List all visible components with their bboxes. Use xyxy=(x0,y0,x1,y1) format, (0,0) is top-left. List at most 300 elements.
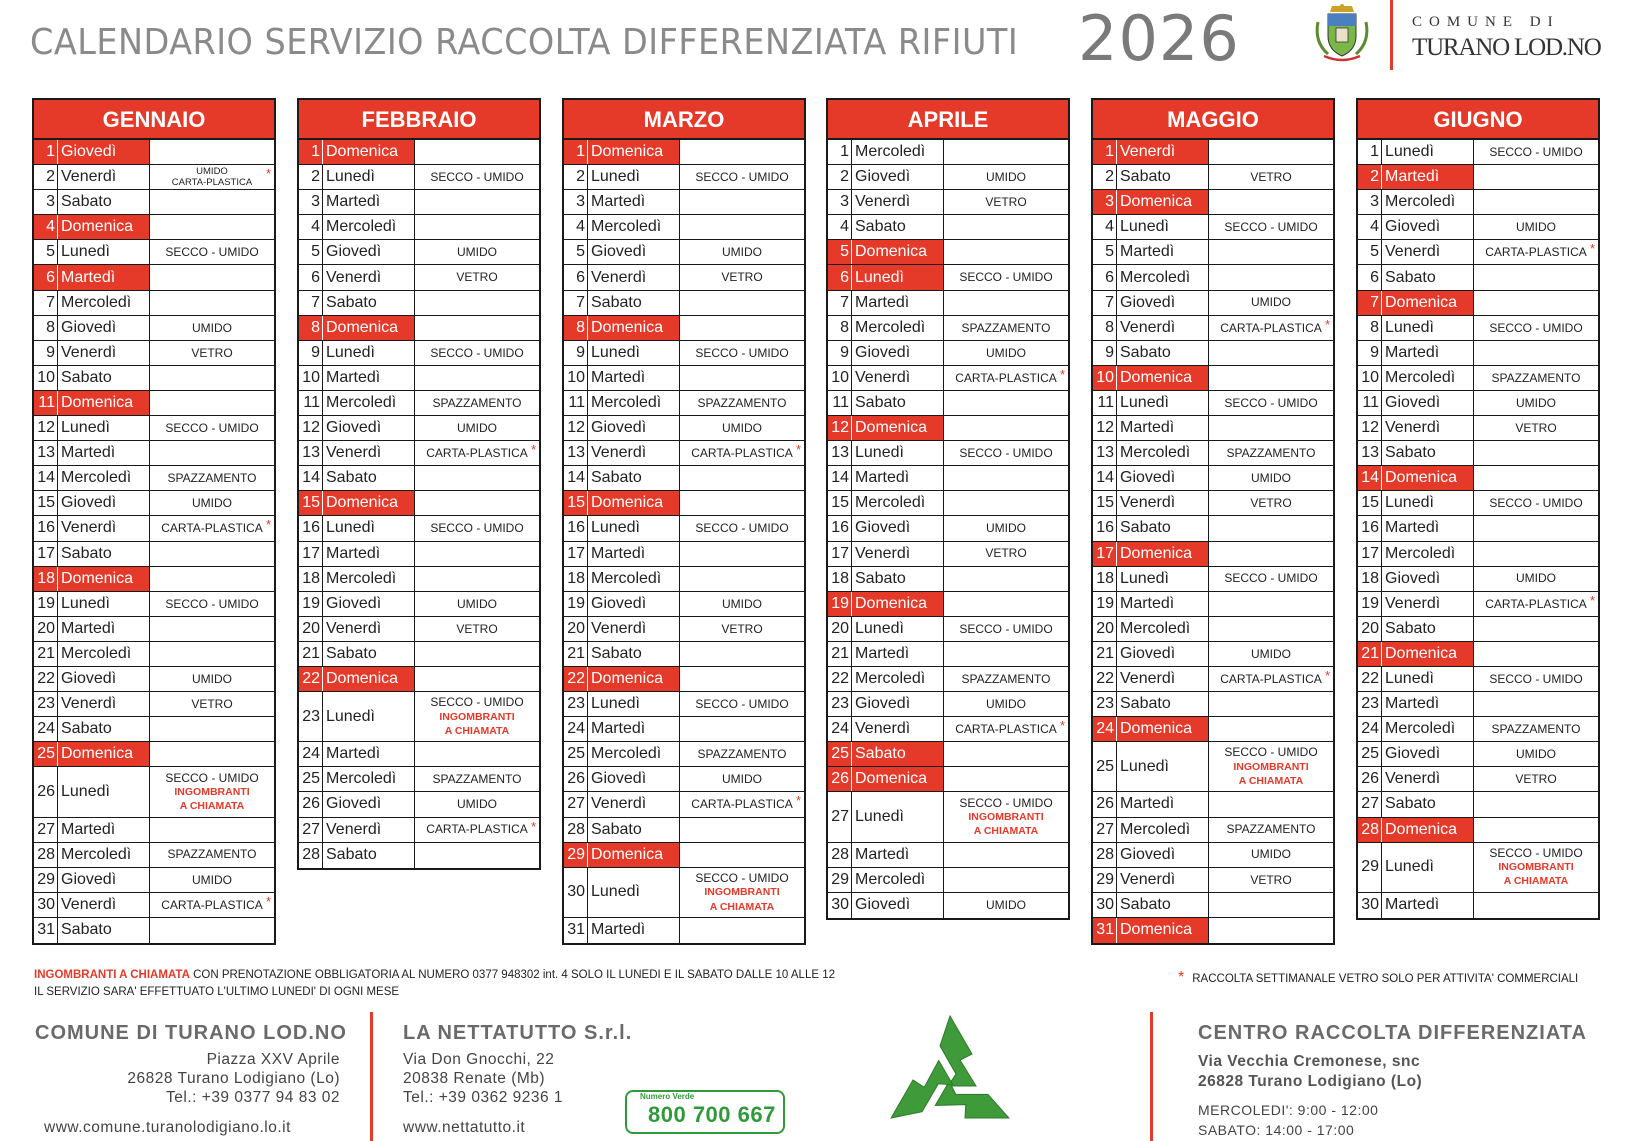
day-number: 4 xyxy=(1093,215,1117,239)
day-number: 3 xyxy=(1093,190,1117,214)
day-row xyxy=(34,692,274,717)
day-row xyxy=(1093,190,1333,215)
day-row xyxy=(564,240,804,265)
weekday: Lunedì xyxy=(852,441,944,465)
day-row xyxy=(34,567,274,592)
day-number: 2 xyxy=(1093,165,1117,189)
day-number: 8 xyxy=(1093,316,1117,340)
day-number: 20 xyxy=(564,617,588,641)
weekday: Mercoledì xyxy=(323,567,415,591)
service-label: SPAZZAMENTO xyxy=(1491,370,1581,385)
day-number: 16 xyxy=(828,516,852,540)
day-number: 7 xyxy=(828,291,852,315)
day-row xyxy=(828,190,1068,215)
day-row xyxy=(828,240,1068,265)
day-number: 27 xyxy=(34,818,58,842)
day-number: 7 xyxy=(1358,291,1382,315)
weekday: Giovedì xyxy=(852,692,944,716)
day-number: 17 xyxy=(564,542,588,566)
weekday: Lunedì xyxy=(1382,316,1474,340)
day-number: 10 xyxy=(34,366,58,390)
day-number: 24 xyxy=(1358,717,1382,741)
service xyxy=(680,391,804,415)
service-label: SECCO - UMIDO xyxy=(430,695,524,710)
weekday: Martedì xyxy=(852,466,944,490)
weekday: Sabato xyxy=(1382,441,1474,465)
service xyxy=(1209,316,1333,340)
day-number: 15 xyxy=(299,491,323,515)
weekday: Giovedì xyxy=(58,316,150,340)
service xyxy=(1209,692,1333,716)
day-number: 14 xyxy=(34,466,58,490)
service xyxy=(150,592,274,616)
weekday: Sabato xyxy=(58,717,150,741)
day-row xyxy=(564,592,804,617)
service-label: UMIDO xyxy=(1516,220,1556,235)
day-number: 11 xyxy=(299,391,323,415)
day-row xyxy=(34,742,274,767)
weekday: Mercoledì xyxy=(323,391,415,415)
service xyxy=(680,516,804,540)
day-number: 13 xyxy=(564,441,588,465)
day-row xyxy=(299,190,539,215)
service-label: UMIDO xyxy=(722,245,762,260)
day-row xyxy=(564,567,804,592)
ingombranti-label: INGOMBRANTI xyxy=(1233,760,1309,773)
weekday: Giovedì xyxy=(852,341,944,365)
service xyxy=(944,792,1068,841)
day-row xyxy=(1358,466,1598,491)
numero-verde-number[interactable]: 800 700 667 xyxy=(648,1102,776,1127)
day-row xyxy=(1093,742,1333,792)
weekday: Venerdì xyxy=(58,516,150,540)
day-row xyxy=(1093,667,1333,692)
day-row xyxy=(1093,567,1333,592)
footer-nettatutto-website[interactable]: www.nettatutto.it xyxy=(403,1119,526,1136)
day-number: 10 xyxy=(828,366,852,390)
service xyxy=(1209,215,1333,239)
day-row xyxy=(34,391,274,416)
day-number: 9 xyxy=(828,341,852,365)
weekday: Giovedì xyxy=(852,165,944,189)
weekday: Venerdì xyxy=(323,818,415,842)
weekday: Domenica xyxy=(1117,542,1209,566)
asterisk-icon: * xyxy=(1059,718,1065,734)
day-row xyxy=(299,416,539,441)
weekday: Lunedì xyxy=(58,416,150,440)
weekday: Martedì xyxy=(588,190,680,214)
service xyxy=(680,265,804,289)
day-row xyxy=(564,667,804,692)
day-number: 25 xyxy=(828,742,852,766)
footer-divider-right xyxy=(1150,1012,1153,1141)
service xyxy=(944,868,1068,892)
day-number: 11 xyxy=(564,391,588,415)
weekday: Lunedì xyxy=(323,692,415,741)
weekday: Domenica xyxy=(1382,642,1474,666)
day-number: 12 xyxy=(1358,416,1382,440)
asterisk-icon: * xyxy=(1324,667,1330,683)
footer-comune-title: COMUNE DI TURANO LOD.NO xyxy=(35,1022,347,1044)
weekday: Lunedì xyxy=(852,265,944,289)
day-row xyxy=(34,592,274,617)
day-number: 28 xyxy=(299,843,323,868)
weekday: Giovedì xyxy=(852,516,944,540)
day-number: 22 xyxy=(828,667,852,691)
service xyxy=(944,416,1068,440)
day-row xyxy=(299,140,539,165)
service xyxy=(150,466,274,490)
day-row xyxy=(1093,391,1333,416)
service xyxy=(944,767,1068,791)
ingombranti-label: A CHIAMATA xyxy=(444,724,510,737)
weekday: Mercoledì xyxy=(588,742,680,766)
service xyxy=(150,215,274,239)
day-number: 24 xyxy=(828,717,852,741)
vetro-note-text: RACCOLTA SETTIMANALE VETRO SOLO PER ATTIVITA' COMMERCIALI xyxy=(1192,973,1579,985)
day-row xyxy=(299,291,539,316)
service xyxy=(1209,918,1333,943)
day-row xyxy=(34,441,274,466)
day-number: 21 xyxy=(1358,642,1382,666)
weekday: Venerdì xyxy=(323,617,415,641)
day-number: 25 xyxy=(564,742,588,766)
day-row xyxy=(34,190,274,215)
day-row xyxy=(299,240,539,265)
day-row xyxy=(34,717,274,742)
footer-comune-line2: 26828 Turano Lodigiano (Lo) xyxy=(127,1070,340,1087)
day-row xyxy=(34,240,274,265)
weekday: Giovedì xyxy=(1382,215,1474,239)
service-label: CARTA-PLASTICA xyxy=(1485,245,1587,260)
day-row xyxy=(828,516,1068,541)
service xyxy=(415,818,539,842)
service-label: SPAZZAMENTO xyxy=(432,772,522,787)
service-label: CARTA-PLASTICA xyxy=(955,370,1057,385)
day-row xyxy=(828,291,1068,316)
day-row xyxy=(564,491,804,516)
weekday: Martedì xyxy=(323,542,415,566)
weekday: Martedì xyxy=(1117,240,1209,264)
weekday: Martedì xyxy=(58,441,150,465)
service xyxy=(1474,818,1598,842)
day-number: 3 xyxy=(34,190,58,214)
weekday: Venerdì xyxy=(1382,592,1474,616)
footer-centro-hours-sat: SABATO: 14:00 - 17:00 xyxy=(1198,1122,1355,1138)
day-number: 26 xyxy=(564,767,588,791)
day-row xyxy=(828,165,1068,190)
service-label: SECCO - UMIDO xyxy=(165,420,259,435)
day-row xyxy=(1358,291,1598,316)
service-label: SECCO - UMIDO xyxy=(1489,671,1583,686)
service xyxy=(415,165,539,189)
page-title: CALENDARIO SERVIZIO RACCOLTA DIFFERENZIATA RIFIUTI xyxy=(30,22,1019,63)
day-number: 20 xyxy=(1358,617,1382,641)
day-number: 1 xyxy=(564,140,588,164)
weekday: Martedì xyxy=(58,818,150,842)
weekday: Domenica xyxy=(852,592,944,616)
day-row xyxy=(828,692,1068,717)
weekday: Domenica xyxy=(588,667,680,691)
weekday: Lunedì xyxy=(588,516,680,540)
weekday: Martedì xyxy=(1117,792,1209,816)
day-row xyxy=(828,893,1068,918)
service-label: UMIDO xyxy=(722,420,762,435)
service xyxy=(150,265,274,289)
service xyxy=(944,567,1068,591)
day-number: 14 xyxy=(828,466,852,490)
day-row xyxy=(828,642,1068,667)
day-row xyxy=(34,542,274,567)
day-number: 23 xyxy=(828,692,852,716)
day-number: 4 xyxy=(828,215,852,239)
service-label: SECCO - UMIDO xyxy=(695,696,789,711)
weekday: Lunedì xyxy=(1117,742,1209,791)
day-row xyxy=(1358,391,1598,416)
service-label: CARTA-PLASTICA xyxy=(161,897,263,912)
service xyxy=(1474,567,1598,591)
day-number: 12 xyxy=(828,416,852,440)
day-row xyxy=(1358,567,1598,592)
weekday: Venerdì xyxy=(1117,868,1209,892)
weekday: Venerdì xyxy=(1117,667,1209,691)
day-row xyxy=(564,642,804,667)
day-number: 15 xyxy=(1093,491,1117,515)
day-number: 24 xyxy=(1093,717,1117,741)
service xyxy=(1474,767,1598,791)
day-row xyxy=(299,215,539,240)
weekday: Martedì xyxy=(1382,893,1474,918)
day-number: 19 xyxy=(1093,592,1117,616)
service xyxy=(680,240,804,264)
weekday: Venerdì xyxy=(58,341,150,365)
weekday: Sabato xyxy=(588,818,680,842)
service xyxy=(680,843,804,867)
weekday: Lunedì xyxy=(588,341,680,365)
footer-centro-title: CENTRO RACCOLTA DIFFERENZIATA xyxy=(1198,1022,1587,1044)
asterisk-icon: * xyxy=(1324,316,1330,332)
weekday: Sabato xyxy=(852,742,944,766)
day-row xyxy=(1358,491,1598,516)
day-number: 17 xyxy=(828,542,852,566)
day-number: 21 xyxy=(34,642,58,666)
service xyxy=(1209,567,1333,591)
ingombranti-label: INGOMBRANTI xyxy=(174,785,250,798)
day-row xyxy=(34,818,274,843)
weekday: Domenica xyxy=(323,667,415,691)
weekday: Mercoledì xyxy=(1382,190,1474,214)
day-row xyxy=(828,767,1068,792)
service xyxy=(680,767,804,791)
weekday: Mercoledì xyxy=(1382,542,1474,566)
service xyxy=(1474,190,1598,214)
day-number: 20 xyxy=(34,617,58,641)
day-row xyxy=(564,416,804,441)
day-number: 14 xyxy=(1358,466,1382,490)
day-row xyxy=(299,767,539,792)
service xyxy=(1474,140,1598,164)
day-number: 8 xyxy=(1358,316,1382,340)
weekday: Martedì xyxy=(852,291,944,315)
service xyxy=(415,843,539,868)
day-number: 11 xyxy=(34,391,58,415)
service xyxy=(150,642,274,666)
day-row xyxy=(299,742,539,767)
day-number: 9 xyxy=(299,341,323,365)
service xyxy=(150,316,274,340)
day-number: 4 xyxy=(564,215,588,239)
service xyxy=(150,742,274,766)
day-number: 30 xyxy=(1358,893,1382,918)
day-number: 13 xyxy=(1358,441,1382,465)
day-row xyxy=(34,466,274,491)
day-number: 19 xyxy=(34,592,58,616)
service xyxy=(1209,667,1333,691)
service xyxy=(1209,491,1333,515)
ingombranti-label: A CHIAMATA xyxy=(1238,775,1304,788)
service-label: VETRO xyxy=(456,270,498,285)
vetro-note xyxy=(1178,969,1578,987)
day-number: 29 xyxy=(828,868,852,892)
service-line: CARTA-PLASTICA xyxy=(171,177,253,189)
service-label: UMIDO xyxy=(192,496,232,511)
day-row xyxy=(34,316,274,341)
day-number: 15 xyxy=(34,491,58,515)
service-label: SECCO - UMIDO xyxy=(165,596,259,611)
day-row xyxy=(1093,491,1333,516)
service xyxy=(415,767,539,791)
service-label: VETRO xyxy=(721,270,763,285)
service xyxy=(415,742,539,766)
service-label: VETRO xyxy=(1250,169,1292,184)
day-number: 4 xyxy=(34,215,58,239)
service xyxy=(680,667,804,691)
month-gennaio xyxy=(32,98,276,945)
day-row xyxy=(1093,542,1333,567)
ingombranti-label: A CHIAMATA xyxy=(179,800,245,813)
asterisk-icon: * xyxy=(530,818,536,834)
day-row xyxy=(1093,441,1333,466)
weekday: Domenica xyxy=(1382,291,1474,315)
service xyxy=(944,441,1068,465)
day-number: 21 xyxy=(299,642,323,666)
service-label: CARTA-PLASTICA xyxy=(426,822,528,837)
day-row xyxy=(564,366,804,391)
service xyxy=(1209,366,1333,390)
service xyxy=(415,692,539,741)
asterisk-icon: * xyxy=(265,517,271,533)
day-row xyxy=(299,316,539,341)
day-row xyxy=(1093,140,1333,165)
service-label: SECCO - UMIDO xyxy=(1224,571,1318,586)
comune-name: TURANO LOD.NO xyxy=(1412,34,1601,61)
service xyxy=(1474,265,1598,289)
weekday: Sabato xyxy=(1117,692,1209,716)
service-label: UMIDO xyxy=(986,169,1026,184)
weekday: Mercoledì xyxy=(58,642,150,666)
day-row xyxy=(1358,617,1598,642)
day-number: 15 xyxy=(828,491,852,515)
service xyxy=(1474,240,1598,264)
weekday: Martedì xyxy=(1117,592,1209,616)
weekday: Sabato xyxy=(323,642,415,666)
day-number: 17 xyxy=(1358,542,1382,566)
day-number: 24 xyxy=(299,742,323,766)
day-row xyxy=(828,491,1068,516)
service xyxy=(415,642,539,666)
weekday: Martedì xyxy=(1117,416,1209,440)
service xyxy=(1209,742,1333,791)
day-number: 1 xyxy=(1093,140,1117,164)
service xyxy=(415,291,539,315)
weekday: Mercoledì xyxy=(588,391,680,415)
day-number: 28 xyxy=(34,843,58,867)
day-number: 7 xyxy=(299,291,323,315)
day-row xyxy=(299,843,539,868)
service xyxy=(415,441,539,465)
service xyxy=(1209,416,1333,440)
service xyxy=(415,567,539,591)
day-row xyxy=(1358,542,1598,567)
day-row xyxy=(1358,767,1598,792)
day-row xyxy=(564,818,804,843)
day-number: 25 xyxy=(299,767,323,791)
footer-divider xyxy=(370,1012,373,1141)
day-number: 26 xyxy=(1358,767,1382,791)
service xyxy=(1209,617,1333,641)
day-row xyxy=(299,441,539,466)
day-number: 27 xyxy=(299,818,323,842)
weekday: Mercoledì xyxy=(1382,717,1474,741)
weekday: Mercoledì xyxy=(323,767,415,791)
day-number: 27 xyxy=(564,792,588,816)
day-row xyxy=(299,542,539,567)
day-number: 31 xyxy=(34,918,58,943)
service xyxy=(1209,893,1333,917)
day-number: 26 xyxy=(34,767,58,816)
day-row xyxy=(34,868,274,893)
day-row xyxy=(34,341,274,366)
service-label: UMIDO xyxy=(1251,847,1291,862)
service xyxy=(150,893,274,917)
weekday: Domenica xyxy=(58,215,150,239)
weekday: Venerdì xyxy=(323,441,415,465)
day-row xyxy=(1358,667,1598,692)
day-row xyxy=(828,466,1068,491)
service-label: SECCO - UMIDO xyxy=(165,770,259,785)
day-row xyxy=(299,642,539,667)
service-label: CARTA-PLASTICA xyxy=(1485,596,1587,611)
month-header: GIUGNO xyxy=(1358,100,1598,140)
day-row xyxy=(1093,215,1333,240)
footer-comune-website[interactable]: www.comune.turanolodigiano.lo.it xyxy=(44,1119,291,1136)
day-number: 30 xyxy=(34,893,58,917)
day-row xyxy=(828,742,1068,767)
day-number: 4 xyxy=(299,215,323,239)
weekday: Lunedì xyxy=(1382,491,1474,515)
day-row xyxy=(34,667,274,692)
day-number: 10 xyxy=(564,366,588,390)
day-number: 11 xyxy=(1358,391,1382,415)
day-row xyxy=(1358,190,1598,215)
day-number: 8 xyxy=(828,316,852,340)
day-number: 21 xyxy=(1093,642,1117,666)
day-row xyxy=(299,391,539,416)
service xyxy=(150,391,274,415)
service xyxy=(944,843,1068,867)
day-row xyxy=(34,165,274,190)
weekday: Martedì xyxy=(323,742,415,766)
